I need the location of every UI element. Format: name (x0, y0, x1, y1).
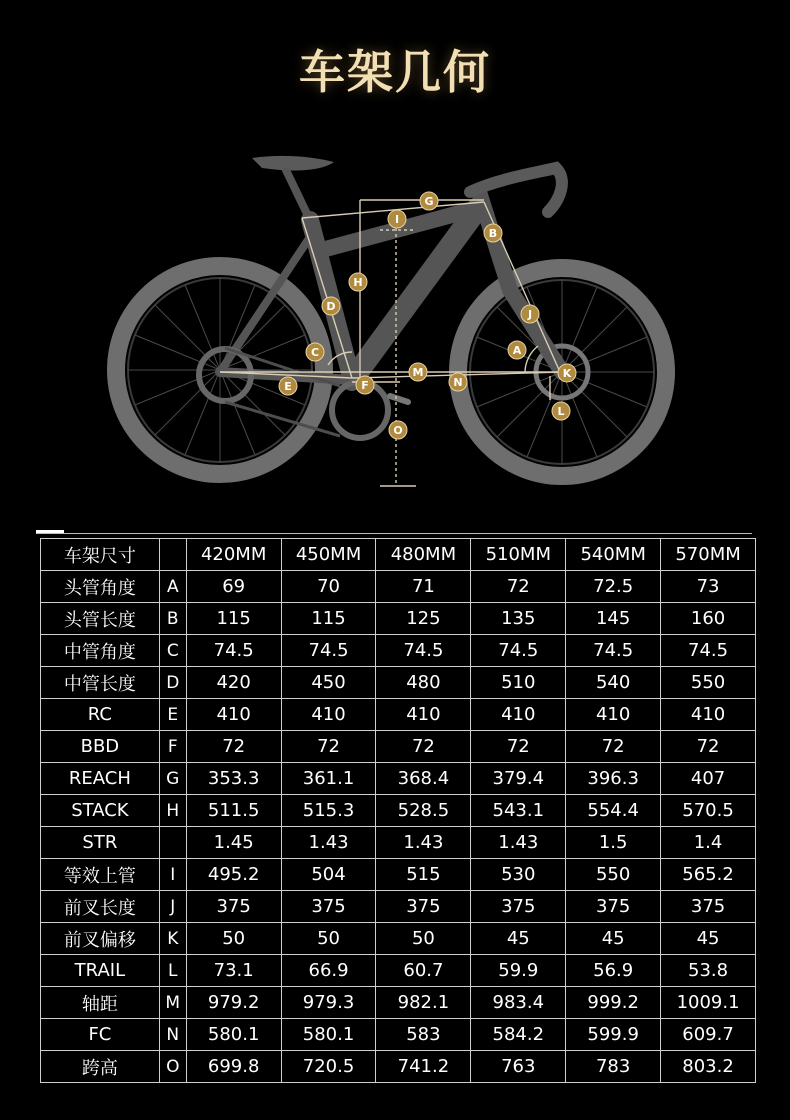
header-size: 450MM (281, 539, 376, 571)
table-row (41, 603, 756, 635)
svg-text:D: D (326, 300, 336, 313)
row-value: 783 (566, 1051, 661, 1083)
svg-text:C: C (310, 346, 320, 359)
bike-geometry-diagram (0, 140, 790, 500)
row-value: 450 (281, 667, 376, 699)
row-name: REACH (41, 763, 160, 795)
table-row (41, 635, 756, 667)
row-value: 45 (471, 923, 566, 955)
row-value: 983.4 (471, 987, 566, 1019)
svg-text:M: M (412, 366, 424, 379)
row-value: 528.5 (376, 795, 471, 827)
row-value: 530 (471, 859, 566, 891)
row-value: 375 (186, 891, 281, 923)
row-value: 407 (661, 763, 756, 795)
label-c (306, 343, 324, 361)
row-value: 554.4 (566, 795, 661, 827)
row-name: FC (41, 1019, 160, 1051)
row-name: 中管角度 (41, 635, 160, 667)
svg-text:A: A (512, 344, 522, 357)
row-value: 368.4 (376, 763, 471, 795)
svg-text:G: G (424, 195, 434, 208)
table-row (41, 699, 756, 731)
row-value: 480 (376, 667, 471, 699)
row-value: 72 (471, 571, 566, 603)
row-value: 72 (566, 731, 661, 763)
row-value: 375 (471, 891, 566, 923)
row-value: 56.9 (566, 955, 661, 987)
row-value: 72 (376, 731, 471, 763)
table-row (41, 987, 756, 1019)
table-row (41, 827, 756, 859)
table-row (41, 667, 756, 699)
row-value: 74.5 (661, 635, 756, 667)
row-value: 1.43 (471, 827, 566, 859)
table-row (41, 571, 756, 603)
header-size: 510MM (471, 539, 566, 571)
row-name: 头管长度 (41, 603, 160, 635)
row-value: 979.2 (186, 987, 281, 1019)
row-value: 375 (376, 891, 471, 923)
row-name: STACK (41, 795, 160, 827)
row-code (159, 827, 186, 859)
svg-text:E: E (284, 380, 292, 393)
header-frame-size: 车架尺寸 (41, 539, 160, 571)
row-value: 50 (281, 923, 376, 955)
row-value: 1.45 (186, 827, 281, 859)
page-title: 车架几何 (299, 45, 491, 99)
label-f (356, 376, 374, 394)
row-value: 125 (376, 603, 471, 635)
label-a (508, 341, 526, 359)
table-row (41, 891, 756, 923)
label-l (552, 402, 570, 420)
row-code: F (159, 731, 186, 763)
row-code: K (159, 923, 186, 955)
row-value: 580.1 (186, 1019, 281, 1051)
row-value: 583 (376, 1019, 471, 1051)
row-value: 74.5 (186, 635, 281, 667)
label-m (409, 363, 427, 381)
row-name: 中管长度 (41, 667, 160, 699)
row-name: TRAIL (41, 955, 160, 987)
row-code: D (159, 667, 186, 699)
row-value: 982.1 (376, 987, 471, 1019)
row-value: 495.2 (186, 859, 281, 891)
svg-text:K: K (562, 367, 572, 380)
table-row (41, 1019, 756, 1051)
row-value: 543.1 (471, 795, 566, 827)
row-name: 跨高 (41, 1051, 160, 1083)
row-value: 420 (186, 667, 281, 699)
row-value: 53.8 (661, 955, 756, 987)
label-i (388, 210, 406, 228)
label-d (322, 297, 340, 315)
row-value: 410 (376, 699, 471, 731)
row-value: 599.9 (566, 1019, 661, 1051)
table-top-rule (36, 533, 752, 534)
row-value: 375 (566, 891, 661, 923)
row-value: 1.43 (376, 827, 471, 859)
row-name: STR (41, 827, 160, 859)
row-value: 72 (186, 731, 281, 763)
row-value: 45 (566, 923, 661, 955)
row-value: 510 (471, 667, 566, 699)
row-value: 396.3 (566, 763, 661, 795)
row-value: 353.3 (186, 763, 281, 795)
geometry-table (40, 538, 756, 1083)
row-value: 60.7 (376, 955, 471, 987)
label-b (484, 224, 502, 242)
svg-text:B: B (488, 227, 498, 240)
svg-text:J: J (527, 308, 533, 321)
row-value: 1.4 (661, 827, 756, 859)
row-name: RC (41, 699, 160, 731)
row-value: 410 (661, 699, 756, 731)
table-row (41, 955, 756, 987)
row-value: 69 (186, 571, 281, 603)
row-code: O (159, 1051, 186, 1083)
table-row (41, 859, 756, 891)
label-n (449, 373, 467, 391)
row-code: A (159, 571, 186, 603)
row-value: 45 (661, 923, 756, 955)
row-value: 550 (566, 859, 661, 891)
row-value: 71 (376, 571, 471, 603)
row-value: 72.5 (566, 571, 661, 603)
svg-text:O: O (393, 424, 403, 437)
row-value: 73.1 (186, 955, 281, 987)
row-value: 74.5 (471, 635, 566, 667)
row-value: 699.8 (186, 1051, 281, 1083)
row-value: 50 (376, 923, 471, 955)
row-value: 410 (566, 699, 661, 731)
row-value: 375 (661, 891, 756, 923)
label-k (558, 364, 576, 382)
header-size: 480MM (376, 539, 471, 571)
row-value: 803.2 (661, 1051, 756, 1083)
row-name: 前叉偏移 (41, 923, 160, 955)
label-e (279, 377, 297, 395)
row-name: BBD (41, 731, 160, 763)
svg-text:L: L (557, 405, 565, 418)
header-size: 570MM (661, 539, 756, 571)
table-row (41, 763, 756, 795)
svg-text:I: I (394, 213, 400, 226)
table-row (41, 795, 756, 827)
row-value: 74.5 (566, 635, 661, 667)
header-size: 540MM (566, 539, 661, 571)
row-value: 74.5 (376, 635, 471, 667)
table-row (41, 923, 756, 955)
row-value: 515.3 (281, 795, 376, 827)
row-code: J (159, 891, 186, 923)
row-value: 73 (661, 571, 756, 603)
row-name: 等效上管 (41, 859, 160, 891)
label-j (521, 305, 539, 323)
row-code: N (159, 1019, 186, 1051)
crank (390, 396, 408, 402)
row-value: 70 (281, 571, 376, 603)
row-code: L (159, 955, 186, 987)
row-value: 979.3 (281, 987, 376, 1019)
row-code: B (159, 603, 186, 635)
row-value: 515 (376, 859, 471, 891)
header-size: 420MM (186, 539, 281, 571)
row-value: 504 (281, 859, 376, 891)
row-code: M (159, 987, 186, 1019)
row-value: 410 (186, 699, 281, 731)
row-value: 72 (661, 731, 756, 763)
table-row (41, 731, 756, 763)
label-h (349, 273, 367, 291)
row-value: 72 (471, 731, 566, 763)
row-name: 头管角度 (41, 571, 160, 603)
row-name: 轴距 (41, 987, 160, 1019)
row-value: 999.2 (566, 987, 661, 1019)
row-value: 584.2 (471, 1019, 566, 1051)
row-value: 1009.1 (661, 987, 756, 1019)
row-value: 511.5 (186, 795, 281, 827)
row-value: 763 (471, 1051, 566, 1083)
row-value: 361.1 (281, 763, 376, 795)
row-value: 1.5 (566, 827, 661, 859)
row-value: 570.5 (661, 795, 756, 827)
row-value: 145 (566, 603, 661, 635)
table-row (41, 1051, 756, 1083)
table-header-row (41, 539, 756, 571)
row-value: 741.2 (376, 1051, 471, 1083)
bike-illustration (0, 140, 790, 500)
row-code: C (159, 635, 186, 667)
row-value: 66.9 (281, 955, 376, 987)
row-value: 609.7 (661, 1019, 756, 1051)
seatpost (285, 168, 310, 220)
row-name: 前叉长度 (41, 891, 160, 923)
row-value: 379.4 (471, 763, 566, 795)
row-value: 410 (471, 699, 566, 731)
row-value: 50 (186, 923, 281, 955)
row-value: 550 (661, 667, 756, 699)
svg-text:H: H (353, 276, 363, 289)
row-code: E (159, 699, 186, 731)
header-code (159, 539, 186, 571)
row-value: 565.2 (661, 859, 756, 891)
label-g (420, 192, 438, 210)
row-code: I (159, 859, 186, 891)
row-code: G (159, 763, 186, 795)
row-code: H (159, 795, 186, 827)
row-value: 74.5 (281, 635, 376, 667)
svg-text:F: F (361, 379, 369, 392)
row-value: 410 (281, 699, 376, 731)
saddle (252, 156, 334, 171)
svg-text:N: N (453, 376, 463, 389)
label-o (389, 421, 407, 439)
row-value: 115 (186, 603, 281, 635)
row-value: 580.1 (281, 1019, 376, 1051)
row-value: 59.9 (471, 955, 566, 987)
row-value: 720.5 (281, 1051, 376, 1083)
row-value: 540 (566, 667, 661, 699)
row-value: 375 (281, 891, 376, 923)
row-value: 72 (281, 731, 376, 763)
row-value: 135 (471, 603, 566, 635)
row-value: 115 (281, 603, 376, 635)
row-value: 1.43 (281, 827, 376, 859)
row-value: 160 (661, 603, 756, 635)
